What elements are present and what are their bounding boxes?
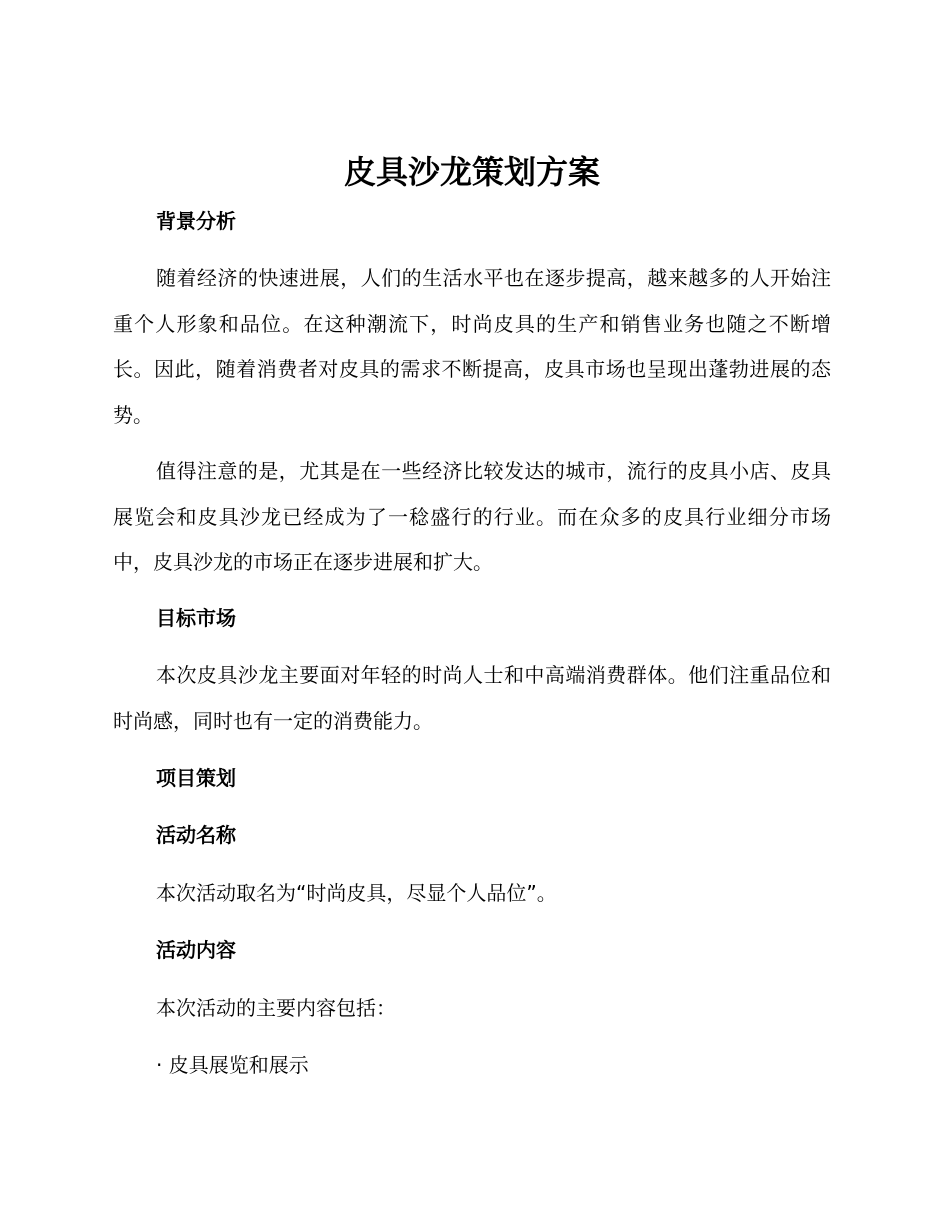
paragraph-background-2: 值得注意的是，尤其是在一些经济比较发达的城市，流行的皮具小店、皮具展览会和皮具沙龙已经成为了一稔盛行的行业。而在众多的皮具行业细分市场中，皮具沙龙的市场正在逐步进展和扩大。: [113, 459, 831, 574]
heading-project-planning: 项目策划: [156, 766, 236, 790]
paragraph-background-1: 随着经济的快速进展，人们的生活水平也在逐步提高，越来越多的人开始注重个人形象和品位。在这种潮流下，时尚皮具的生产和销售业务也随之不断增长。因此，随着消费者对皮具的需求不断提高，皮具市场也呈现出蓬勃进展的态势。: [113, 266, 831, 427]
heading-activity-name: 活动名称: [156, 823, 236, 847]
document-title: 皮具沙龙策划方案: [343, 153, 600, 191]
activity-content-intro: 本次活动的主要内容包括：: [156, 996, 396, 1020]
list-item: · 皮具展览和展示: [156, 1053, 309, 1077]
activity-name-text: 本次活动取名为“时尚皮具，尽显个人品位”。: [156, 881, 557, 905]
document-page: [113, 0, 831, 1230]
heading-target-market: 目标市场: [156, 606, 236, 630]
heading-background: 背景分析: [156, 209, 236, 233]
heading-activity-content: 活动内容: [156, 938, 236, 962]
paragraph-target-market: 本次皮具沙龙主要面对年轻的时尚人士和中高端消费群体。他们注重品位和时尚感，同时也有一定的消费能力。: [113, 663, 831, 733]
